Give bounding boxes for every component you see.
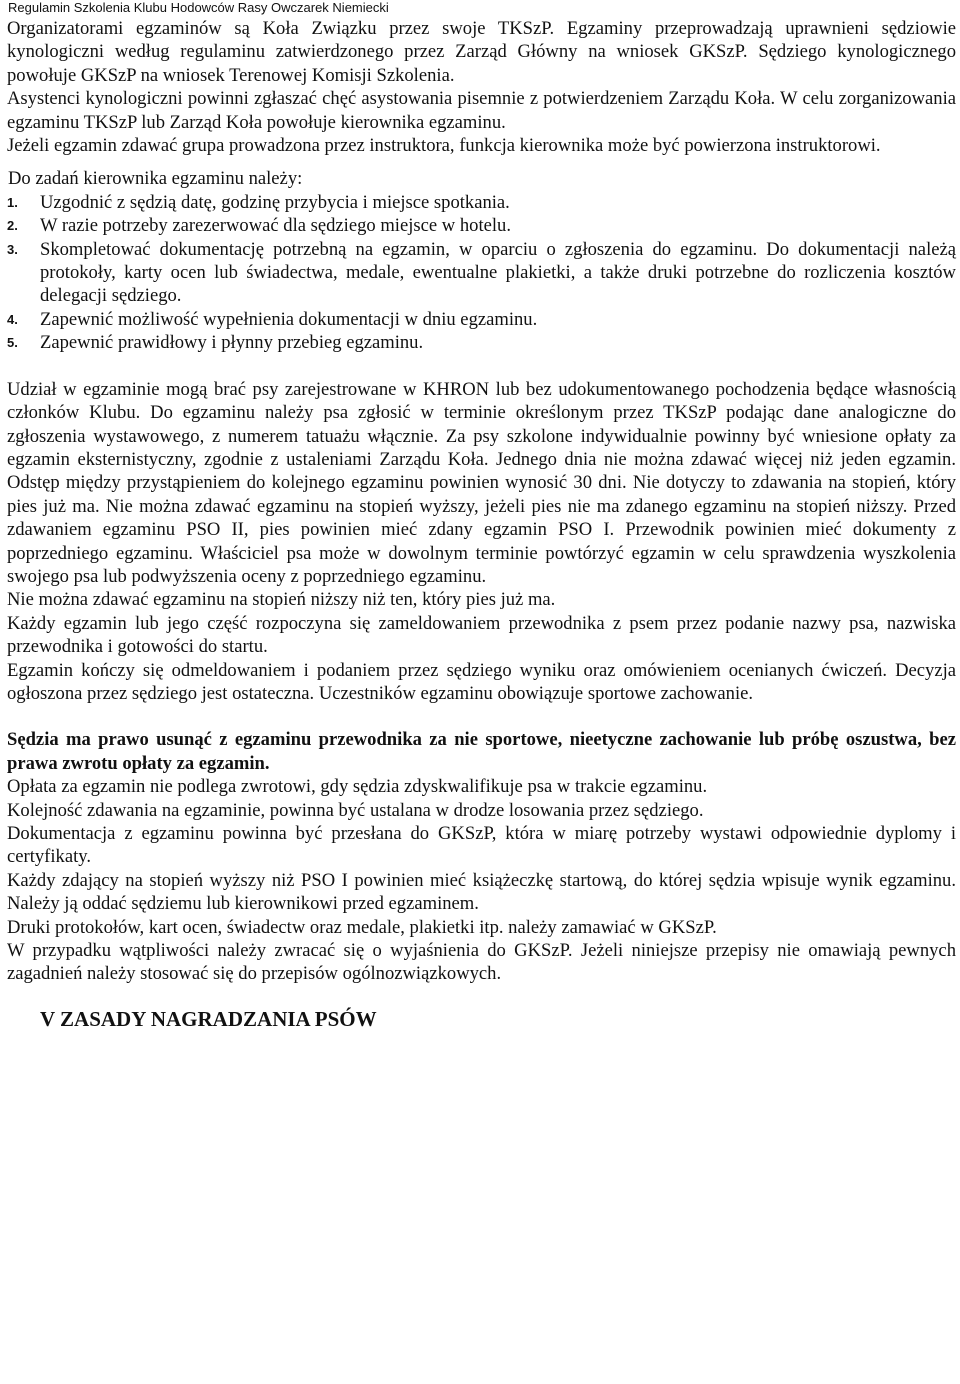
rules-paragraph-3: Każdy egzamin lub jego część rozpoczyna się zameldowaniem przewodnika z psem przez podanie nazwy psa, nazwiska przewodnika i gotowości do startu. [7, 612, 956, 658]
list-item-number: 2. [7, 218, 18, 234]
final-paragraph-1: Opłata za egzamin nie podlega zwrotowi, gdy sędzia zdyskwalifikuje psa w trakcie egzaminu. [7, 776, 708, 798]
list-item-number: 3. [7, 241, 18, 257]
intro-paragraph-2: Asystenci kynologiczni powinni zgłaszać chęć asystowania pisemnie z potwierdzeniem Zarządu Koła. W celu zorganizowania egzaminu TKSzP lub Zarząd Koła powołuje kierownika egzaminu. [7, 88, 956, 133]
final-paragraph-6: W przypadku wątpliwości należy zwracać się o wyjaśnienia do GKSzP. Jeżeli niniejsze przepisy nie omawiają pewnych zagadnień należy stosować się do przepisów ogólnozwiązkowych. [7, 940, 956, 985]
list-item [7, 308, 956, 331]
final-paragraph-3: Dokumentacja z egzaminu powinna być przesłana do GKSzP, która w miarę potrzeby wystawi odpowiednie dyplomy i certyfikaty. [7, 823, 956, 868]
list-item-number: 4. [7, 311, 18, 327]
final-paragraph-2: Kolejność zdawania na egzaminie, powinna być ustalana w drodze losowania przez sędziego. [7, 799, 704, 821]
tasks-intro: Do zadań kierownika egzaminu należy: [8, 168, 303, 190]
list-item [7, 331, 956, 354]
intro-paragraph-1: Organizatorami egzaminów są Koła Związku przez swoje TKSzP. Egzaminy przeprowadzają uprawnieni sędziowie kynologiczni według regulaminu zatwierdzonego przez Zarząd Główny na wniosek GKSzP. Sędziego kynologicznego powołuje GKSzP na wniosek Terenowej Komisji Szkolenia. [7, 18, 956, 86]
rules-paragraph-4: Egzamin kończy się odmeldowaniem i podaniem przez sędziego wyniku oraz omówieniem ocenianych ćwiczeń. Decyzja ogłoszona przez sędziego jest ostateczna. Uczestników egzaminu obowiązuje sportowe zachowanie. [7, 659, 956, 704]
list-item [7, 238, 956, 308]
list-item [7, 214, 956, 237]
list-item-number: 5. [7, 335, 18, 351]
list-item-text: Zapewnić możliwość wypełnienia dokumentacji w dniu egzaminu. [40, 308, 538, 330]
list-item-text: Skompletować dokumentację potrzebną na egzamin, w oparciu o zgłoszenia do egzaminu. Do dokumentacji należą protokoły, karty ocen lub świadectwa, medale, ewentualne plakietki, a także druki potrzebne do rozliczenia kosztów delegacji sędziego. [40, 238, 956, 307]
intro-paragraph-3: Jeżeli egzamin zdawać grupa prowadzona przez instruktora, funkcja kierownika może być powierzona instruktorowi. [7, 135, 881, 157]
list-item-text: Zapewnić prawidłowy i płynny przebieg egzaminu. [40, 332, 424, 354]
list-item [7, 191, 956, 214]
rules-paragraph-1: Udział w egzaminie mogą brać psy zarejestrowane w KHRON lub bez udokumentowanego pochodzenia będące własnością członków Klubu. Do egzaminu należy psa zgłosić w terminie określonym przez TKSzP podając dane analogiczne do zgłoszenia wystawowego, z numerem tatuażu włącznie. Za psy szkolone indywidualnie powinny być wniesione opłaty za egzamin eksternistyczny, zgodnie z ustaleniami Zarządu Koła. Jednego dnia nie można zdawać więcej niż jeden egzamin. Odstęp między przystąpieniem do kolejnego egzaminu powinien wynosić 30 dni. Nie dotyczy to zdawania na stopień, który pies już ma. Nie można zdawać egzaminu na stopień wyższy, jeżeli pies nie ma zdanego egzaminu na stopień niższy. Przed zdawaniem egzaminu PSO II, pies powinien mieć zdany egzamin PSO I. Przewodnik powinien mieć dokumenty z poprzedniego egzaminu. Właściciel psa może w dowolnym terminie powtórzyć egzamin w celu sprawdzenia wyszkolenia swojego psa lub podwyższenia oceny z poprzedniego egzaminu. [7, 378, 956, 587]
list-item-text: W razie potrzeby zarezerwować dla sędziego miejsce w hotelu. [40, 215, 511, 237]
final-paragraph-5: Druki protokołów, kart ocen, świadectw oraz medale, plakietki itp. należy zamawiać w GKSzP. [7, 916, 717, 938]
list-item-number: 1. [7, 194, 18, 210]
tasks-list [7, 191, 956, 355]
rules-paragraph-2: Nie można zdawać egzaminu na stopień niższy niż ten, który pies już ma. [7, 589, 556, 611]
list-item-text: Uzgodnić z sędzią datę, godzinę przybycia i miejsce spotkania. [40, 191, 510, 213]
document-page [7, 17, 956, 1032]
running-header: Regulamin Szkolenia Klubu Hodowców Rasy Owczarek Niemiecki [8, 0, 389, 15]
section-heading: V ZASADY NAGRADZANIA PSÓW [40, 1006, 377, 1031]
final-paragraph-4: Każdy zdający na stopień wyższy niż PSO I powinien mieć książeczkę startową, do której sędzia wpisuje wynik egzaminu. Należy ją oddać sędziemu lub kierownikowi przed egzaminem. [7, 869, 956, 915]
judge-rule-bold: Sędzia ma prawo usunąć z egzaminu przewodnika za nie sportowe, nieetyczne zachowanie lub próbę oszustwa, bez prawa zwrotu opłaty za egzamin. [7, 729, 956, 774]
